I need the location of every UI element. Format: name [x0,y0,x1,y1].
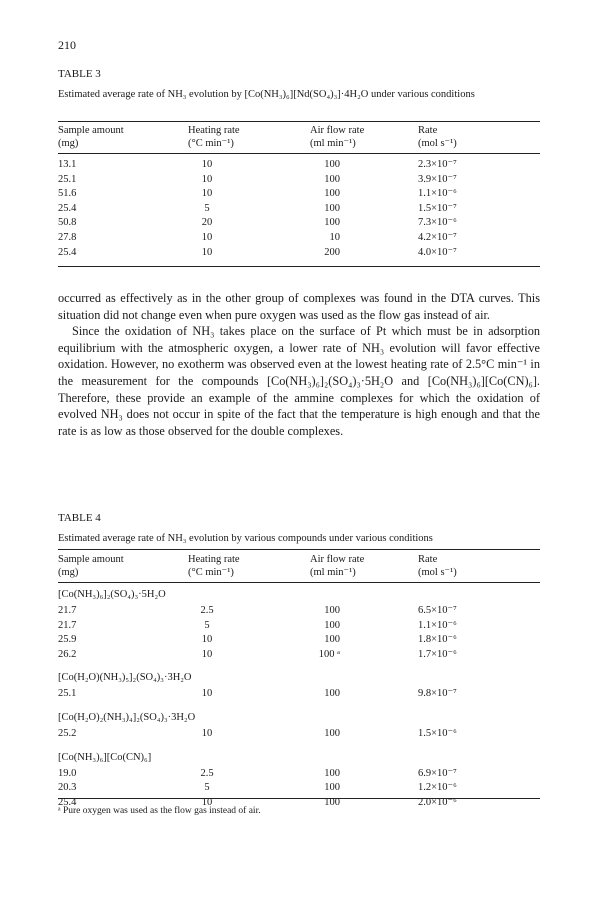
cell-heating: 10 [201,648,213,660]
cell-airflow: 100 [324,728,340,739]
body-text [58,290,540,439]
cell-rate: 2.0×10⁻⁶ [418,796,457,808]
header-unit: (ml min⁻¹) [310,138,356,149]
cell-rate: 1.1×10⁻⁶ [418,188,457,200]
cell-airflow: 100 [324,188,340,200]
cell-heating: 10 [201,232,213,243]
table3-bottom-rule [58,266,540,267]
cell-sample: 51.6 [58,188,77,200]
cell-sample: 20.3 [58,782,77,794]
cell-rate: 3.9×10⁻⁷ [418,173,457,185]
header-line: Heating rate [188,125,240,136]
cell-rate: 4.0×10⁻⁷ [418,246,457,258]
cell-heating: 10 [201,173,213,185]
header-unit: (°C min⁻¹) [188,138,234,149]
header-line: Heating rate [188,554,240,565]
table4-header-rate [418,553,457,579]
cell-sample: 50.8 [58,217,77,229]
cell-rate: 7.3×10⁻⁶ [418,217,457,229]
cell-sample: 25.1 [58,688,77,700]
cell-airflow: 100 [324,159,340,170]
cell-heating: 10 [201,246,213,258]
cell-rate: 1.5×10⁻⁷ [418,202,457,214]
cell-sample: 25.4 [58,246,77,258]
cell-airflow: 100 [324,619,340,631]
paragraph: occurred as effectively as in the other group of complexes was found in the DTA curves. This situation did not change even when pure oxygen was used as the flow gas instead of air. [58,291,540,322]
cell-heating: 10 [201,634,213,646]
table3-header-rate [418,124,457,150]
cell-heating: 5 [204,619,210,631]
cell-airflow: 10 [329,232,340,243]
cell-sample: 25.2 [58,728,77,739]
table4-header-airflow [310,553,364,579]
table4-top-rule [58,549,540,550]
header-line: Air flow rate [310,554,365,565]
header-line: Sample amount [58,125,124,136]
table3-top-rule [58,121,540,122]
cell-airflow: 100 [324,767,340,779]
cell-airflow: 100 [324,217,340,229]
table4-header-heating [188,553,240,579]
cell-rate: 1.5×10⁻⁶ [418,728,457,739]
table3-label: TABLE 3 [58,68,101,80]
header-unit: (ml min⁻¹) [310,567,356,578]
cell-sample: 25.4 [58,202,77,214]
table3-header-heating [188,124,240,150]
cell-sample: 26.2 [58,648,77,660]
cell-airflow: 100 [324,202,340,214]
header-unit: (mol s⁻¹) [418,567,457,578]
cell-rate: 1.1×10⁻⁶ [418,619,457,631]
cell-airflow: 100 [324,796,340,808]
table3-header-rule [58,153,540,154]
cell-heating: 10 [201,728,213,739]
header-unit: (mg) [58,138,79,149]
table4-header-sample [58,553,124,579]
table4-bottom-rule [58,798,540,799]
header-line: Sample amount [58,554,124,565]
cell-sample: 25.1 [58,173,77,185]
header-line: Air flow rate [310,125,365,136]
cell-airflow: 100 [324,605,340,616]
table4-title: Estimated average rate of NH₃ evolution by various compounds under various conditions [58,533,433,544]
cell-sample: 21.7 [58,619,77,631]
cell-heating: 5 [204,202,210,214]
cell-heating: 10 [201,188,213,200]
page-number: 210 [58,38,76,52]
cell-airflow: 100 [324,688,340,700]
cell-heating: 20 [201,217,213,229]
cell-sample: 19.0 [58,767,77,779]
cell-sample: 25.4 [58,796,77,808]
compound-heading: [Co(H₂O)(NH₃)₅]₂(SO₄)₃·3H₂O [58,672,192,684]
header-unit: (mg) [58,567,79,578]
compound-heading: [Co(H₂O)₂(NH₃)₄]₂(SO₄)₃·3H₂O [58,712,196,723]
compound-heading: [Co(NH₃)₆][Co(CN)₆] [58,751,152,763]
header-unit: (°C min⁻¹) [188,567,234,578]
table3-header-sample [58,124,124,150]
cell-rate: 9.8×10⁻⁷ [418,688,457,700]
cell-sample: 21.7 [58,605,77,616]
cell-sample: 13.1 [58,159,77,170]
cell-airflow: 100 ᵃ [318,648,340,660]
table4-footnote: ᵃ Pure oxygen was used as the flow gas instead of air. [58,806,261,816]
cell-rate: 6.5×10⁻⁷ [418,605,457,616]
table4-header-rule [58,582,540,583]
cell-heating: 2.5 [200,767,214,779]
paragraph: Since the oxidation of NH₃ takes place on the surface of Pt which must be in adsorption equilibrium with the atmospheric oxygen, a lower rate of NH₃ evolution will favor effective oxidation. However, no exotherm was observed even at the lowest heating rate of 2.5°C min⁻¹ in the measurement for the compounds [Co(NH₃)₆]₂(SO₄)₃·5H₂O and [Co(NH₃)₆][Co(CN)₆]. Therefore, these provide an example of the ammine complexes for which the oxidation of evolved NH₃ does not occur in spite of the fact that the temperature is high enough and that the rate is as low as those observed for the double complexes. [58,324,540,438]
header-unit: (mol s⁻¹) [418,138,457,149]
cell-sample: 25.9 [58,634,77,646]
cell-airflow: 200 [324,246,340,258]
table3-header-airflow [310,124,364,150]
cell-heating: 10 [201,688,213,700]
table3-title: Estimated average rate of NH₃ evolution by [Co(NH₃)₆][Nd(SO₄)₃]·4H₂O under various conditions [58,89,475,100]
cell-airflow: 100 [324,634,340,646]
cell-airflow: 100 [324,173,340,185]
cell-rate: 1.7×10⁻⁶ [418,648,457,660]
cell-rate: 1.2×10⁻⁶ [418,782,457,794]
cell-heating: 2.5 [200,605,214,616]
cell-rate: 4.2×10⁻⁷ [418,232,457,243]
cell-rate: 1.8×10⁻⁶ [418,634,457,646]
header-line: Rate [418,554,438,565]
cell-heating: 10 [201,796,213,808]
cell-heating: 5 [204,782,210,794]
cell-rate: 2.3×10⁻⁷ [418,159,457,170]
cell-rate: 6.9×10⁻⁷ [418,767,457,779]
table4-label: TABLE 4 [58,512,101,524]
header-line: Rate [418,125,438,136]
cell-airflow: 100 [324,782,340,794]
cell-sample: 27.8 [58,232,77,243]
compound-heading: [Co(NH₃)₆]₂(SO₄)₃·5H₂O [58,589,166,600]
cell-heating: 10 [201,159,213,170]
